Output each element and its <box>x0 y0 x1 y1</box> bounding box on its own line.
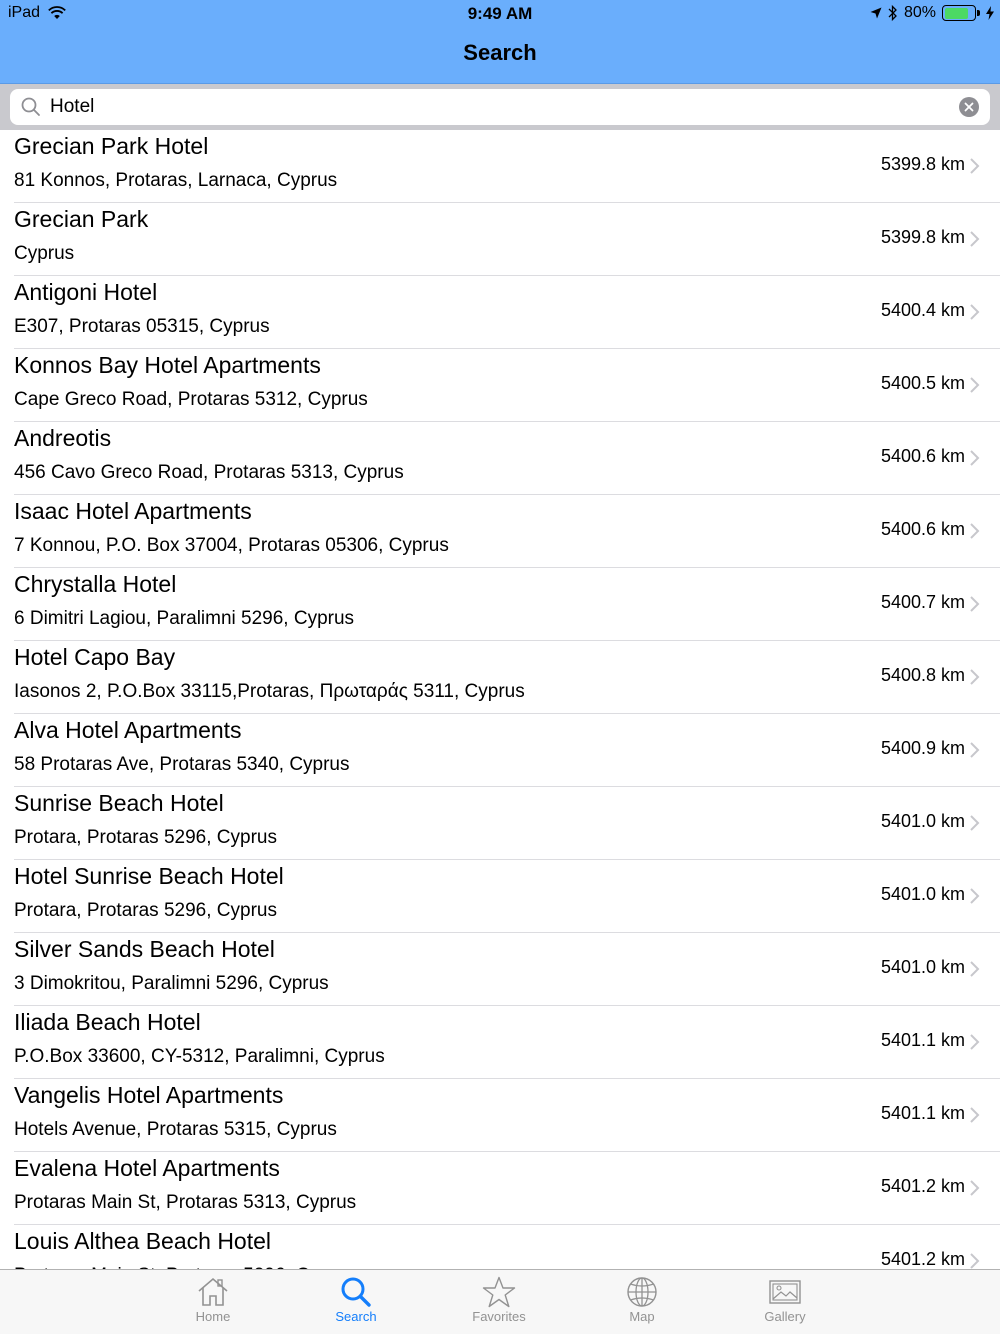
place-distance: 5400.9 km <box>880 738 965 758</box>
place-name: Vangelis Hotel Apartments <box>14 1082 284 1108</box>
place-name: Andreotis <box>14 425 112 451</box>
place-name: Konnos Bay Hotel Apartments <box>14 352 321 378</box>
list-item[interactable] <box>0 203 1000 276</box>
tab-favorites[interactable] <box>444 1270 554 1335</box>
list-item[interactable] <box>0 1006 1000 1079</box>
chevron-right-icon <box>970 450 979 466</box>
place-distance: 5401.1 km <box>880 1103 965 1123</box>
place-distance: 5401.0 km <box>880 957 965 977</box>
place-distance: 5399.8 km <box>880 227 965 247</box>
place-address: Cyprus <box>14 243 75 264</box>
chevron-right-icon <box>970 158 979 174</box>
tab-search[interactable] <box>301 1270 411 1335</box>
charging-bolt-icon <box>986 6 994 20</box>
list-item[interactable] <box>0 495 1000 568</box>
place-name: Grecian Park Hotel <box>14 133 209 159</box>
status-bar <box>0 0 1000 28</box>
place-address: Protara, Protaras 5296, Cyprus <box>14 827 277 848</box>
chevron-right-icon <box>970 1180 979 1196</box>
place-distance: 5400.7 km <box>880 592 965 612</box>
chevron-right-icon <box>970 1034 979 1050</box>
location-arrow-icon <box>870 7 882 19</box>
list-item[interactable] <box>0 568 1000 641</box>
place-name: Louis Althea Beach Hotel <box>14 1228 272 1254</box>
place-distance: 5401.0 km <box>880 884 965 904</box>
place-name: Antigoni Hotel <box>14 279 158 305</box>
tab-label: Map <box>629 1309 655 1324</box>
tab-bar <box>0 1269 1000 1334</box>
search-icon <box>301 1276 411 1308</box>
place-name: Chrystalla Hotel <box>14 571 177 597</box>
place-distance: 5401.1 km <box>880 1030 965 1050</box>
list-item[interactable] <box>0 276 1000 349</box>
place-name: Iliada Beach Hotel <box>14 1009 201 1035</box>
place-address: 3 Dimokritou, Paralimni 5296, Cyprus <box>14 973 329 994</box>
place-name: Sunrise Beach Hotel <box>14 790 224 816</box>
list-item[interactable] <box>0 130 1000 203</box>
tab-label: Search <box>335 1309 377 1324</box>
magnifier-icon <box>20 96 42 118</box>
chevron-right-icon <box>970 231 979 247</box>
list-item[interactable] <box>0 714 1000 787</box>
home-icon <box>158 1276 268 1308</box>
battery-icon <box>942 5 976 21</box>
page-title: Search <box>463 40 537 65</box>
place-address: Hotels Avenue, Protaras 5315, Cyprus <box>14 1119 337 1140</box>
place-name: Evalena Hotel Apartments <box>14 1155 280 1181</box>
tab-label: Home <box>195 1309 231 1324</box>
chevron-right-icon <box>970 669 979 685</box>
place-distance: 5399.8 km <box>880 154 965 174</box>
list-item[interactable] <box>0 422 1000 495</box>
chevron-right-icon <box>970 304 979 320</box>
chevron-right-icon <box>970 961 979 977</box>
place-address: 7 Konnou, P.O. Box 37004, Protaras 05306, Cyprus <box>14 535 449 556</box>
place-name: Grecian Park <box>14 206 149 232</box>
place-name: Alva Hotel Apartments <box>14 717 242 743</box>
device-label: iPad <box>8 4 41 21</box>
place-name: Isaac Hotel Apartments <box>14 498 252 524</box>
battery-fill <box>945 8 968 19</box>
place-address: Iasonos 2, P.O.Box 33115,Protaras, Πρωταράς 5311, Cyprus <box>14 681 525 702</box>
place-distance: 5401.0 km <box>880 811 965 831</box>
clear-search-button[interactable] <box>959 97 979 117</box>
globe-icon <box>587 1276 697 1308</box>
star-icon <box>444 1276 554 1308</box>
close-icon <box>964 102 974 112</box>
results-list[interactable] <box>0 130 1000 1269</box>
chevron-right-icon <box>970 596 979 612</box>
list-item[interactable] <box>0 860 1000 933</box>
chevron-right-icon <box>970 523 979 539</box>
gallery-icon <box>730 1276 840 1308</box>
chevron-right-icon <box>970 1253 979 1269</box>
place-distance: 5401.2 km <box>880 1176 965 1196</box>
chevron-right-icon <box>970 377 979 393</box>
chevron-right-icon <box>970 742 979 758</box>
search-field[interactable] <box>10 89 990 125</box>
place-address: Cape Greco Road, Protaras 5312, Cyprus <box>14 389 368 410</box>
place-distance: 5401.2 km <box>880 1249 965 1269</box>
chevron-right-icon <box>970 815 979 831</box>
tab-map[interactable] <box>587 1270 697 1335</box>
status-time: 9:49 AM <box>467 4 533 23</box>
place-distance: 5400.5 km <box>880 373 965 393</box>
place-distance: 5400.4 km <box>880 300 965 320</box>
place-address: 58 Protaras Ave, Protaras 5340, Cyprus <box>14 754 350 775</box>
chevron-right-icon <box>970 888 979 904</box>
place-address: 6 Dimitri Lagiou, Paralimni 5296, Cyprus <box>14 608 355 629</box>
place-distance: 5400.8 km <box>880 665 965 685</box>
place-address: Protara, Protaras 5296, Cyprus <box>14 900 277 921</box>
list-item[interactable] <box>0 1079 1000 1152</box>
tab-gallery[interactable] <box>730 1270 840 1335</box>
place-address: E307, Protaras 05315, Cyprus <box>14 316 270 337</box>
place-distance: 5400.6 km <box>880 519 965 539</box>
list-item[interactable] <box>0 641 1000 714</box>
tab-home[interactable] <box>158 1270 268 1335</box>
tab-label: Gallery <box>764 1309 806 1324</box>
list-item[interactable] <box>0 933 1000 1006</box>
search-input[interactable] <box>50 92 959 122</box>
place-distance: 5400.6 km <box>880 446 965 466</box>
status-right <box>870 4 994 22</box>
place-address: P.O.Box 33600, CY-5312, Paralimni, Cyprus <box>14 1046 385 1067</box>
place-name: Hotel Capo Bay <box>14 644 176 670</box>
place-address: Protaras Main St, Protaras 5313, Cyprus <box>14 1192 357 1213</box>
chevron-right-icon <box>970 1107 979 1123</box>
bluetooth-icon <box>888 5 898 21</box>
place-name: Hotel Sunrise Beach Hotel <box>14 863 284 889</box>
battery-percent: 80% <box>903 4 936 21</box>
tab-label: Favorites <box>472 1309 526 1324</box>
navigation-header <box>0 0 1000 84</box>
place-name: Silver Sands Beach Hotel <box>14 936 275 962</box>
list-item[interactable] <box>0 1152 1000 1225</box>
place-address: 456 Cavo Greco Road, Protaras 5313, Cyprus <box>14 462 404 483</box>
list-item[interactable] <box>0 787 1000 860</box>
search-bar <box>0 84 1000 130</box>
place-address: 81 Konnos, Protaras, Larnaca, Cyprus <box>14 170 338 191</box>
list-item[interactable] <box>0 349 1000 422</box>
